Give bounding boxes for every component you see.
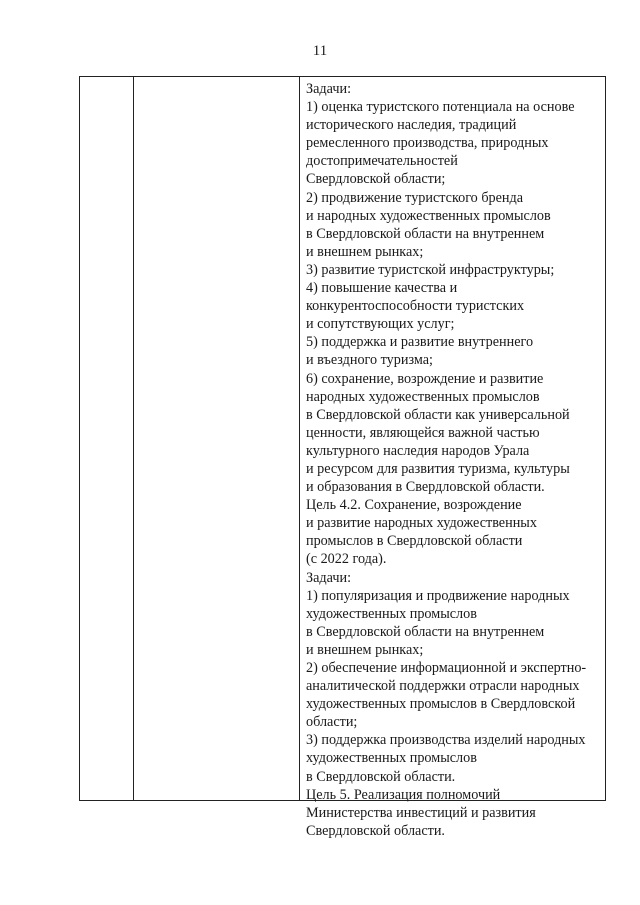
content-line: 3) поддержка производства изделий народных [306, 732, 586, 749]
content-line: и образования в Свердловской области. [306, 479, 545, 496]
content-line: 1) популяризация и продвижение народных [306, 587, 570, 604]
content-line: в Свердловской области как универсальной [306, 406, 570, 423]
content-line: 2) обеспечение информационной и экспертно- [306, 660, 587, 676]
column-divider-1 [133, 77, 134, 800]
content-line: народных художественных промыслов [306, 388, 540, 405]
content-line: 3) развитие туристской инфраструктуры; [306, 261, 555, 278]
content-line: Министерства инвестиций и развития [306, 804, 536, 821]
content-line: в Свердловской области на внутреннем [306, 623, 545, 640]
content-line: и сопутствующих услуг; [306, 316, 455, 333]
content-line: 5) поддержка и развитие внутреннего [306, 334, 534, 351]
content-line: 2) продвижение туристского бренда [306, 189, 524, 206]
content-line: конкурентоспособности туристских [306, 298, 525, 315]
content-line: 6) сохранение, возрождение и развитие [306, 370, 544, 387]
content-line: и ресурсом для развития туризма, культуры [306, 460, 570, 477]
content-line: Задачи: [306, 81, 352, 97]
content-line: и внешнем рынках; [306, 243, 424, 260]
content-line: области; [306, 714, 358, 731]
content-line: и развитие народных художественных [306, 515, 537, 532]
page-number: 11 [312, 43, 328, 59]
content-line: промыслов в Свердловской области [306, 533, 523, 550]
content-line: ценности, являющейся важной частью [306, 424, 540, 441]
content-line: (с 2022 года). [306, 551, 387, 568]
content-line: Цель 5. Реализация полномочий [306, 786, 501, 803]
content-line: художественных промыслов в Свердловской [306, 696, 576, 713]
content-line: художественных промыслов [306, 605, 477, 622]
document-table [79, 76, 606, 839]
content-line: аналитической поддержки отрасли народных [306, 678, 580, 695]
content-line: культурного наследия народов Урала [306, 442, 530, 459]
content-line: исторического наследия, традиций [306, 117, 517, 134]
content-line: Свердловской области; [306, 171, 446, 188]
content-line: ремесленного производства, природных [306, 135, 549, 152]
content-line: Задачи: [306, 569, 352, 586]
content-line: в Свердловской области на внутреннем [306, 225, 545, 242]
content-line: 1) оценка туристского потенциала на основе [306, 99, 575, 116]
content-line: и народных художественных промыслов [306, 207, 551, 224]
content-cell [306, 80, 606, 840]
content-line: 4) повышение качества и [306, 280, 458, 297]
column-divider-2 [299, 77, 300, 800]
content-line: в Свердловской области. [306, 768, 456, 785]
content-line: Свердловской области. [306, 822, 445, 839]
content-line: достопримечательностей [306, 153, 458, 170]
content-line: Цель 4.2. Сохранение, возрождение [306, 497, 522, 514]
content-line: и въездного туризма; [306, 352, 433, 369]
content-line: и внешнем рынках; [306, 641, 424, 658]
content-line: художественных промыслов [306, 750, 477, 767]
